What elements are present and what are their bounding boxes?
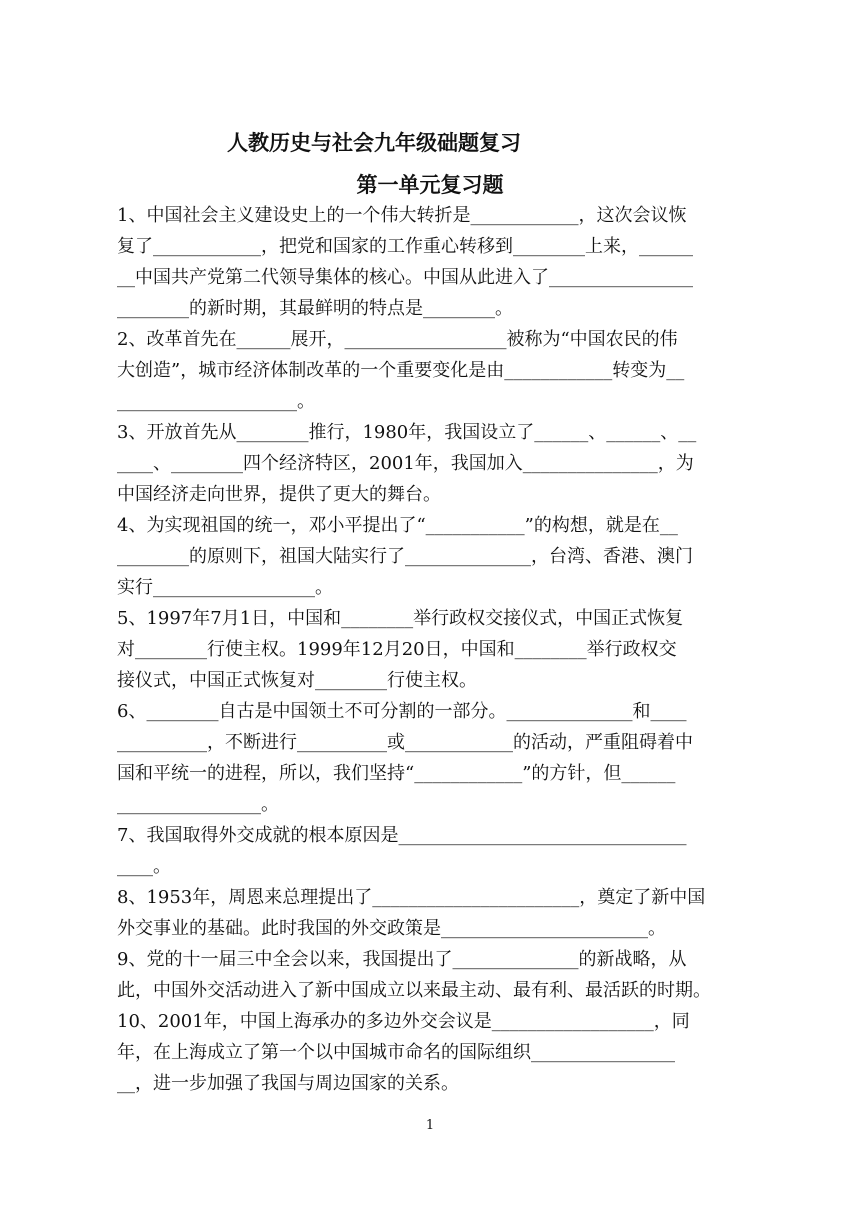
unit-subtitle: 第一单元复习题 [356, 172, 504, 197]
text-line: 6、________自古是中国领土不可分割的一部分。______________和____ [117, 701, 687, 722]
text-line: 对________行使主权。1999年12月20日，中国和________举行政权交 [117, 639, 677, 660]
text-line: 1、中国社会主义建设史上的一个伟大转折是____________，这次会议恢 [117, 205, 687, 226]
text-line: 3、开放首先从________推行，1980年，我国设立了______、______、__ [117, 422, 697, 443]
text-line: 2、改革首先在______展开，__________________被称为“中国农民的伟 [117, 329, 678, 350]
text-line: 8、1953年，周恩来总理提出了_______________________，奠定了新中国 [117, 887, 706, 908]
text-line: 5、1997年7月1日，中国和________举行政权交接仪式，中国正式恢复 [117, 608, 684, 629]
text-line: ________的原则下，祖国大陆实行了______________，台湾、香港、澳门 [117, 546, 693, 567]
text-line: 国和平统一的进程，所以，我们坚持“____________”的方针，但______ [117, 763, 676, 784]
text-line: 大创造”，城市经济体制改革的一个重要变化是由____________转变为__ [117, 360, 685, 381]
text-line: __________，不断进行__________或____________的活动，严重阻碍着中 [117, 732, 693, 753]
page-number: 1 [425, 1118, 435, 1133]
text-line: __中国共产党第二代领导集体的核心。中国从此进入了________________ [117, 267, 693, 288]
text-line: ________的新时期，其最鲜明的特点是________。 [117, 298, 513, 319]
text-line: 4、为实现祖国的统一，邓小平提出了“___________”的构想，就是在__ [117, 515, 678, 536]
text-line: 此，中国外交活动进入了新中国成立以来最主动、最有利、最活跃的时期。 [117, 980, 711, 1001]
text-line: __，进一步加强了我国与周边国家的关系。 [117, 1073, 459, 1094]
text-line: 7、我国取得外交成就的根本原因是________________________________ [117, 825, 687, 846]
text-line: ____、________四个经济特区，2001年，我国加入_______________，为 [117, 453, 694, 474]
text-line: 9、党的十一届三中全会以来，我国提出了______________的新战略，从 [117, 949, 687, 970]
text-line: 10、2001年，中国上海承办的多边外交会议是__________________，同 [117, 1011, 690, 1032]
text-line: 复了____________，把党和国家的工作重心转移到________上来，______ [117, 236, 693, 257]
text-line: ____________________。 [117, 391, 315, 412]
text-line: 接仪式，中国正式恢复对________行使主权。 [117, 670, 477, 691]
text-line: ________________。 [117, 794, 279, 815]
text-line: 年，在上海成立了第一个以中国城市命名的国际组织________________ [117, 1042, 675, 1063]
question-list [117, 200, 745, 1099]
text-line: 实行__________________。 [117, 577, 333, 598]
text-line: ____。 [117, 856, 171, 877]
text-line: 外交事业的基础。此时我国的外交政策是_______________________。 [117, 918, 666, 939]
document-title: 人教历史与社会九年级础题复习 [227, 130, 521, 155]
text-line: 中国经济走向世界，提供了更大的舞台。 [117, 484, 441, 505]
